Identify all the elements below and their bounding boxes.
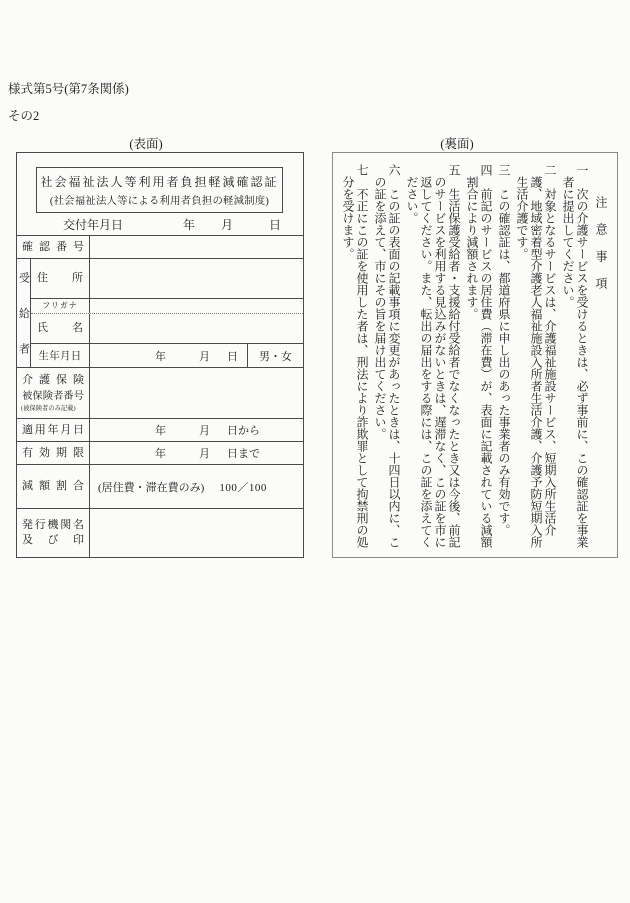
notes-text-block (337, 164, 608, 552)
birth-year-unit: 年 (155, 350, 166, 363)
issuer-label-line1: 発行機関名 (22, 519, 84, 532)
reduction-scope: (居住費・滞在費のみ) (98, 481, 205, 494)
reduction-rate-label: 減額割合 (22, 480, 84, 493)
name-label-cell (31, 314, 90, 344)
row-birthdate (31, 343, 303, 367)
valid-year-unit: 年 (155, 448, 166, 460)
address-field (90, 259, 303, 298)
birthdate-field (90, 344, 247, 367)
valid-until-label-cell (17, 442, 90, 464)
application-year-unit: 年 (155, 425, 166, 437)
furigana-label-cell (31, 299, 90, 313)
reduction-rate-label-cell (17, 465, 90, 508)
insurance-label-line1: 介護保険 (22, 373, 84, 386)
row-application-date (17, 418, 303, 441)
certificate-back (332, 152, 618, 558)
application-date-label: 適用年月日 (22, 423, 84, 436)
insurance-label-note: (被保険者のみ記載) (21, 405, 76, 413)
valid-until-label: 有効期限 (22, 446, 84, 459)
application-day-unit: 日から (227, 425, 260, 437)
note-item-1: 一 次の介護サービスを受けるときは、必ず事前に、この確認証を事業者に提出してください。 (561, 164, 589, 548)
note-item-3: 三 この確認証は、都道府県に申し出のあった事業者のみ有効です。 (497, 164, 511, 536)
application-date-field (90, 419, 303, 441)
row-confirmation-number (17, 235, 303, 258)
address-label-cell (31, 259, 90, 298)
birth-month-unit: 月 (199, 350, 210, 363)
issue-year-unit: 年 (183, 217, 196, 232)
recipient-rows (31, 259, 303, 367)
insured-number-label-cell (17, 368, 90, 418)
reduction-rate-value: 100／100 (219, 481, 267, 494)
note-item-5: 五 生活保護受給者・支援給付受給者でなくなったとき又は今後、前記のサービスを利用する見込みがないときは、遅滞なく、この証を市に返してください。また、転出の届出をする際には、この証を添えてください。 (405, 164, 461, 548)
row-insured-number (17, 367, 303, 418)
application-date-label-cell (17, 419, 90, 441)
row-reduction-rate (17, 464, 303, 508)
issue-day-unit: 日 (269, 217, 282, 232)
issue-date-label: 交付年月日 (63, 217, 124, 232)
certificate-front (16, 152, 304, 558)
row-issuer (17, 508, 303, 557)
certificate-header (17, 153, 303, 235)
birthdate-label-cell (31, 344, 90, 367)
name-label: 氏名 (37, 322, 83, 335)
front-side-caption: (表面) (129, 137, 163, 151)
issue-month-unit: 月 (221, 217, 234, 232)
birth-day-unit: 日 (227, 350, 238, 363)
furigana-field (90, 299, 303, 313)
reduction-rate-field (90, 465, 303, 508)
valid-month-unit: 月 (199, 448, 210, 460)
back-side-caption: (裏面) (440, 137, 474, 151)
notes-heading: 注意事項 (594, 196, 608, 304)
form-part: その2 (8, 109, 40, 123)
certificate-title: 社会福祉法人等利用者負担軽減確認証 (40, 175, 279, 189)
furigana-label: フリガナ (42, 301, 78, 311)
address-label: 住所 (37, 271, 83, 284)
certificate-subtitle: (社会福祉法人等による利用者負担の軽減制度) (49, 196, 270, 207)
issuer-field (90, 509, 303, 557)
issue-date-line (17, 214, 303, 234)
row-address (31, 259, 303, 298)
sex-cell: 男・女 (247, 344, 303, 367)
row-name (31, 313, 303, 344)
row-recipient (17, 258, 303, 367)
insured-number-field (90, 368, 303, 418)
note-item-4: 四 前記のサービスの居住費（滞在費）が、表面に記載されている減額割合により減額されます。 (465, 164, 493, 548)
row-valid-until (17, 441, 303, 464)
form-number: 様式第5号(第7条関係) (8, 82, 129, 96)
recipient-group-label: 受給者 (17, 272, 30, 354)
note-item-6: 六 この証の表面の記載事項に変更があったときは、十四日以内に、この証を添えて、市にその旨を届け出てください。 (373, 164, 401, 548)
issuer-label-line2: 及び印 (22, 534, 84, 546)
note-item-2: 二 対象となるサービスは、介護福祉施設サービス、短期入所生活介護、地域密着型介護老人福祉施設入所者生活介護、介護予防短期入所生活介護です。 (515, 164, 557, 548)
application-month-unit: 月 (199, 425, 210, 437)
note-item-7: 七 不正にこの証を使用した者は、刑法により詐欺罪として拘禁刑の処分を受けます。 (341, 164, 369, 548)
row-furigana (31, 298, 303, 313)
issuer-label-cell (17, 509, 90, 557)
confirmation-number-label-cell (17, 236, 90, 258)
name-field (90, 314, 303, 344)
confirmation-number-label: 確認番号 (22, 240, 84, 253)
recipient-group-cell (17, 259, 31, 367)
confirmation-number-field (90, 236, 303, 258)
valid-day-unit: 日まで (227, 448, 260, 460)
birthdate-label: 生年月日 (38, 351, 82, 363)
certificate-title-box (36, 167, 283, 213)
valid-until-field (90, 442, 303, 464)
insurance-label-line2: 被保険者番号 (22, 391, 84, 403)
